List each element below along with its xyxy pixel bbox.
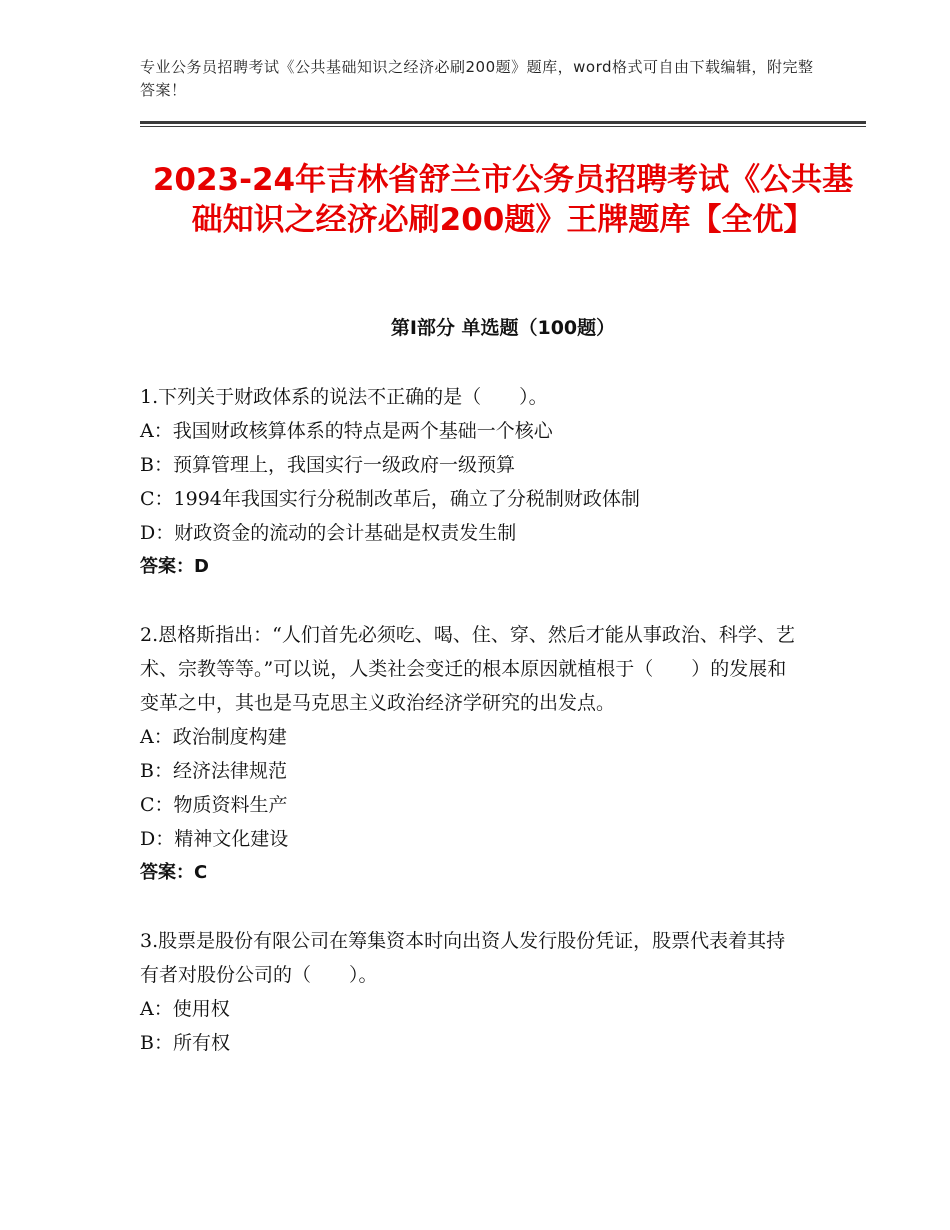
option-a: A：我国财政核算体系的特点是两个基础一个核心 xyxy=(140,420,553,442)
option-a: A：政治制度构建 xyxy=(140,726,287,748)
answer: 答案：D xyxy=(140,556,209,577)
option-d: D：精神文化建设 xyxy=(140,828,289,850)
question-stem: 1.下列关于财政体系的说法不正确的是（ ）。 xyxy=(140,386,548,408)
header-divider-thin xyxy=(140,126,866,127)
header-note: 专业公务员招聘考试《公共基础知识之经济必刷200题》题库，word格式可自由下载编辑，附完整答案！ xyxy=(140,58,814,99)
option-c: C：物质资料生产 xyxy=(140,794,288,816)
option-b: B：经济法律规范 xyxy=(140,760,287,782)
option-d: D：财政资金的流动的会计基础是权责发生制 xyxy=(140,522,517,544)
question-stem: 2.恩格斯指出：“人们首先必须吃、喝、住、穿、然后才能从事政治、科学、艺术、宗教等等。”可以说，人类社会变迁的根本原因就植根于（ ）的发展和变革之中，其也是马克思主义政治经济学研究的出发点。 xyxy=(140,624,795,714)
option-a: A：使用权 xyxy=(140,998,230,1020)
header-divider-thick xyxy=(140,121,866,124)
question-list xyxy=(140,380,800,1094)
answer: 答案：C xyxy=(140,862,208,883)
document-title: 2023-24年吉林省舒兰市公务员招聘考试《公共基础知识之经济必刷200题》王牌题库【全优】 xyxy=(152,162,854,238)
option-b: B：预算管理上，我国实行一级政府一级预算 xyxy=(140,454,515,476)
question-1 xyxy=(140,380,800,584)
option-c: C：1994年我国实行分税制改革后，确立了分税制财政体制 xyxy=(140,488,640,510)
option-b: B：所有权 xyxy=(140,1032,230,1054)
section-title: 第Ⅰ部分 单选题（100题） xyxy=(390,317,616,339)
question-2 xyxy=(140,618,800,890)
question-stem: 3.股票是股份有限公司在筹集资本时向出资人发行股份凭证，股票代表着其持有者对股份公司的（ ）。 xyxy=(140,930,786,986)
question-3 xyxy=(140,924,800,1060)
